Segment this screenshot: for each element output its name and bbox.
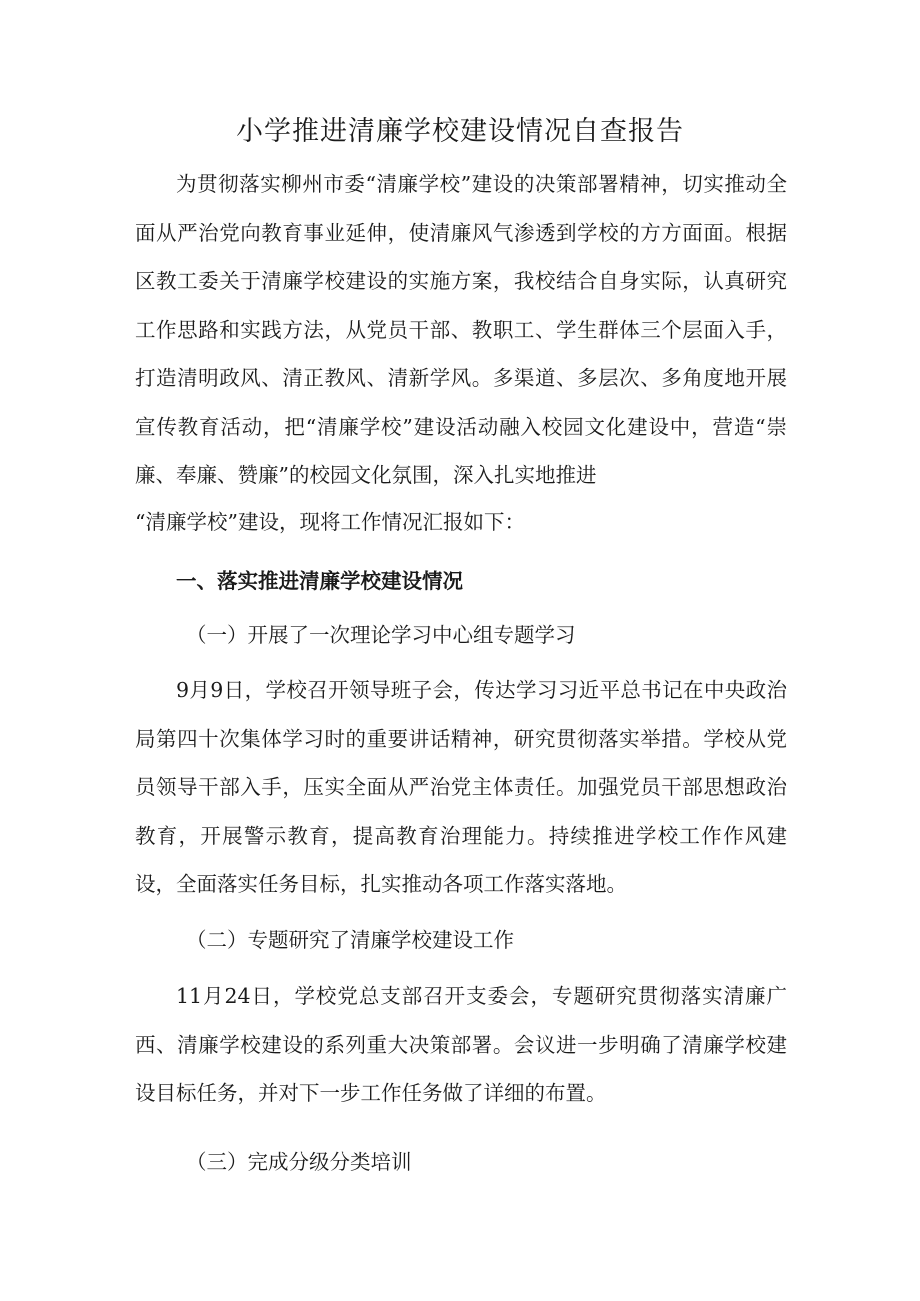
section-1-heading: 一、落实推进清廉学校建设情况	[176, 569, 463, 593]
intro-paragraph: 为贯彻落实柳州市委“清廉学校”建设的决策部署精神，切实推动全面从严治党向教育事业延伸，使清廉风气渗透到学校的方方面面。根据区教工委关于清廉学校建设的实施方案，我校结合自身实际，认真研究工作思路和实践方法，从党员干部、教职工、学生群体三个层面入手，打造清明政风、清正教风、清新学风。多渠道、多层次、多角度地开展宣传教育活动，把“清廉学校”建设活动融入校园文化建设中，营造“崇廉、奉廉、赞廉”的校园文化氛围，深入扎实地推进	[135, 172, 787, 487]
subsection-2-paragraph: 11月24日，学校党总支部召开支委会，专题研究贯彻落实清廉广西、清廉学校建设的系列重大决策部署。会议进一步明确了清廉学校建设目标任务，并对下一步工作任务做了详细的布置。	[135, 984, 787, 1105]
subsection-1-heading: （一）开展了一次理论学习中心组专题学习	[186, 623, 576, 647]
intro-continuation: “清廉学校”建设，现将工作情况汇报如下：	[135, 510, 525, 534]
subsection-2-heading: （二）专题研究了清廉学校建设工作	[186, 928, 514, 952]
subsection-1-paragraph: 9月9日，学校召开领导班子会，传达学习习近平总书记在中央政治局第四十次集体学习时的重要讲话精神，研究贯彻落实举措。学校从党员领导干部入手，压实全面从严治党主体责任。加强党员干部思想政治教育，开展警示教育，提高教育治理能力。持续推进学校工作作风建设，全面落实任务目标，扎实推动各项工作落实落地。	[135, 678, 787, 896]
document-title: 小学推进清廉学校建设情况自查报告	[236, 116, 684, 147]
subsection-3-heading: （三）完成分级分类培训	[186, 1150, 412, 1174]
